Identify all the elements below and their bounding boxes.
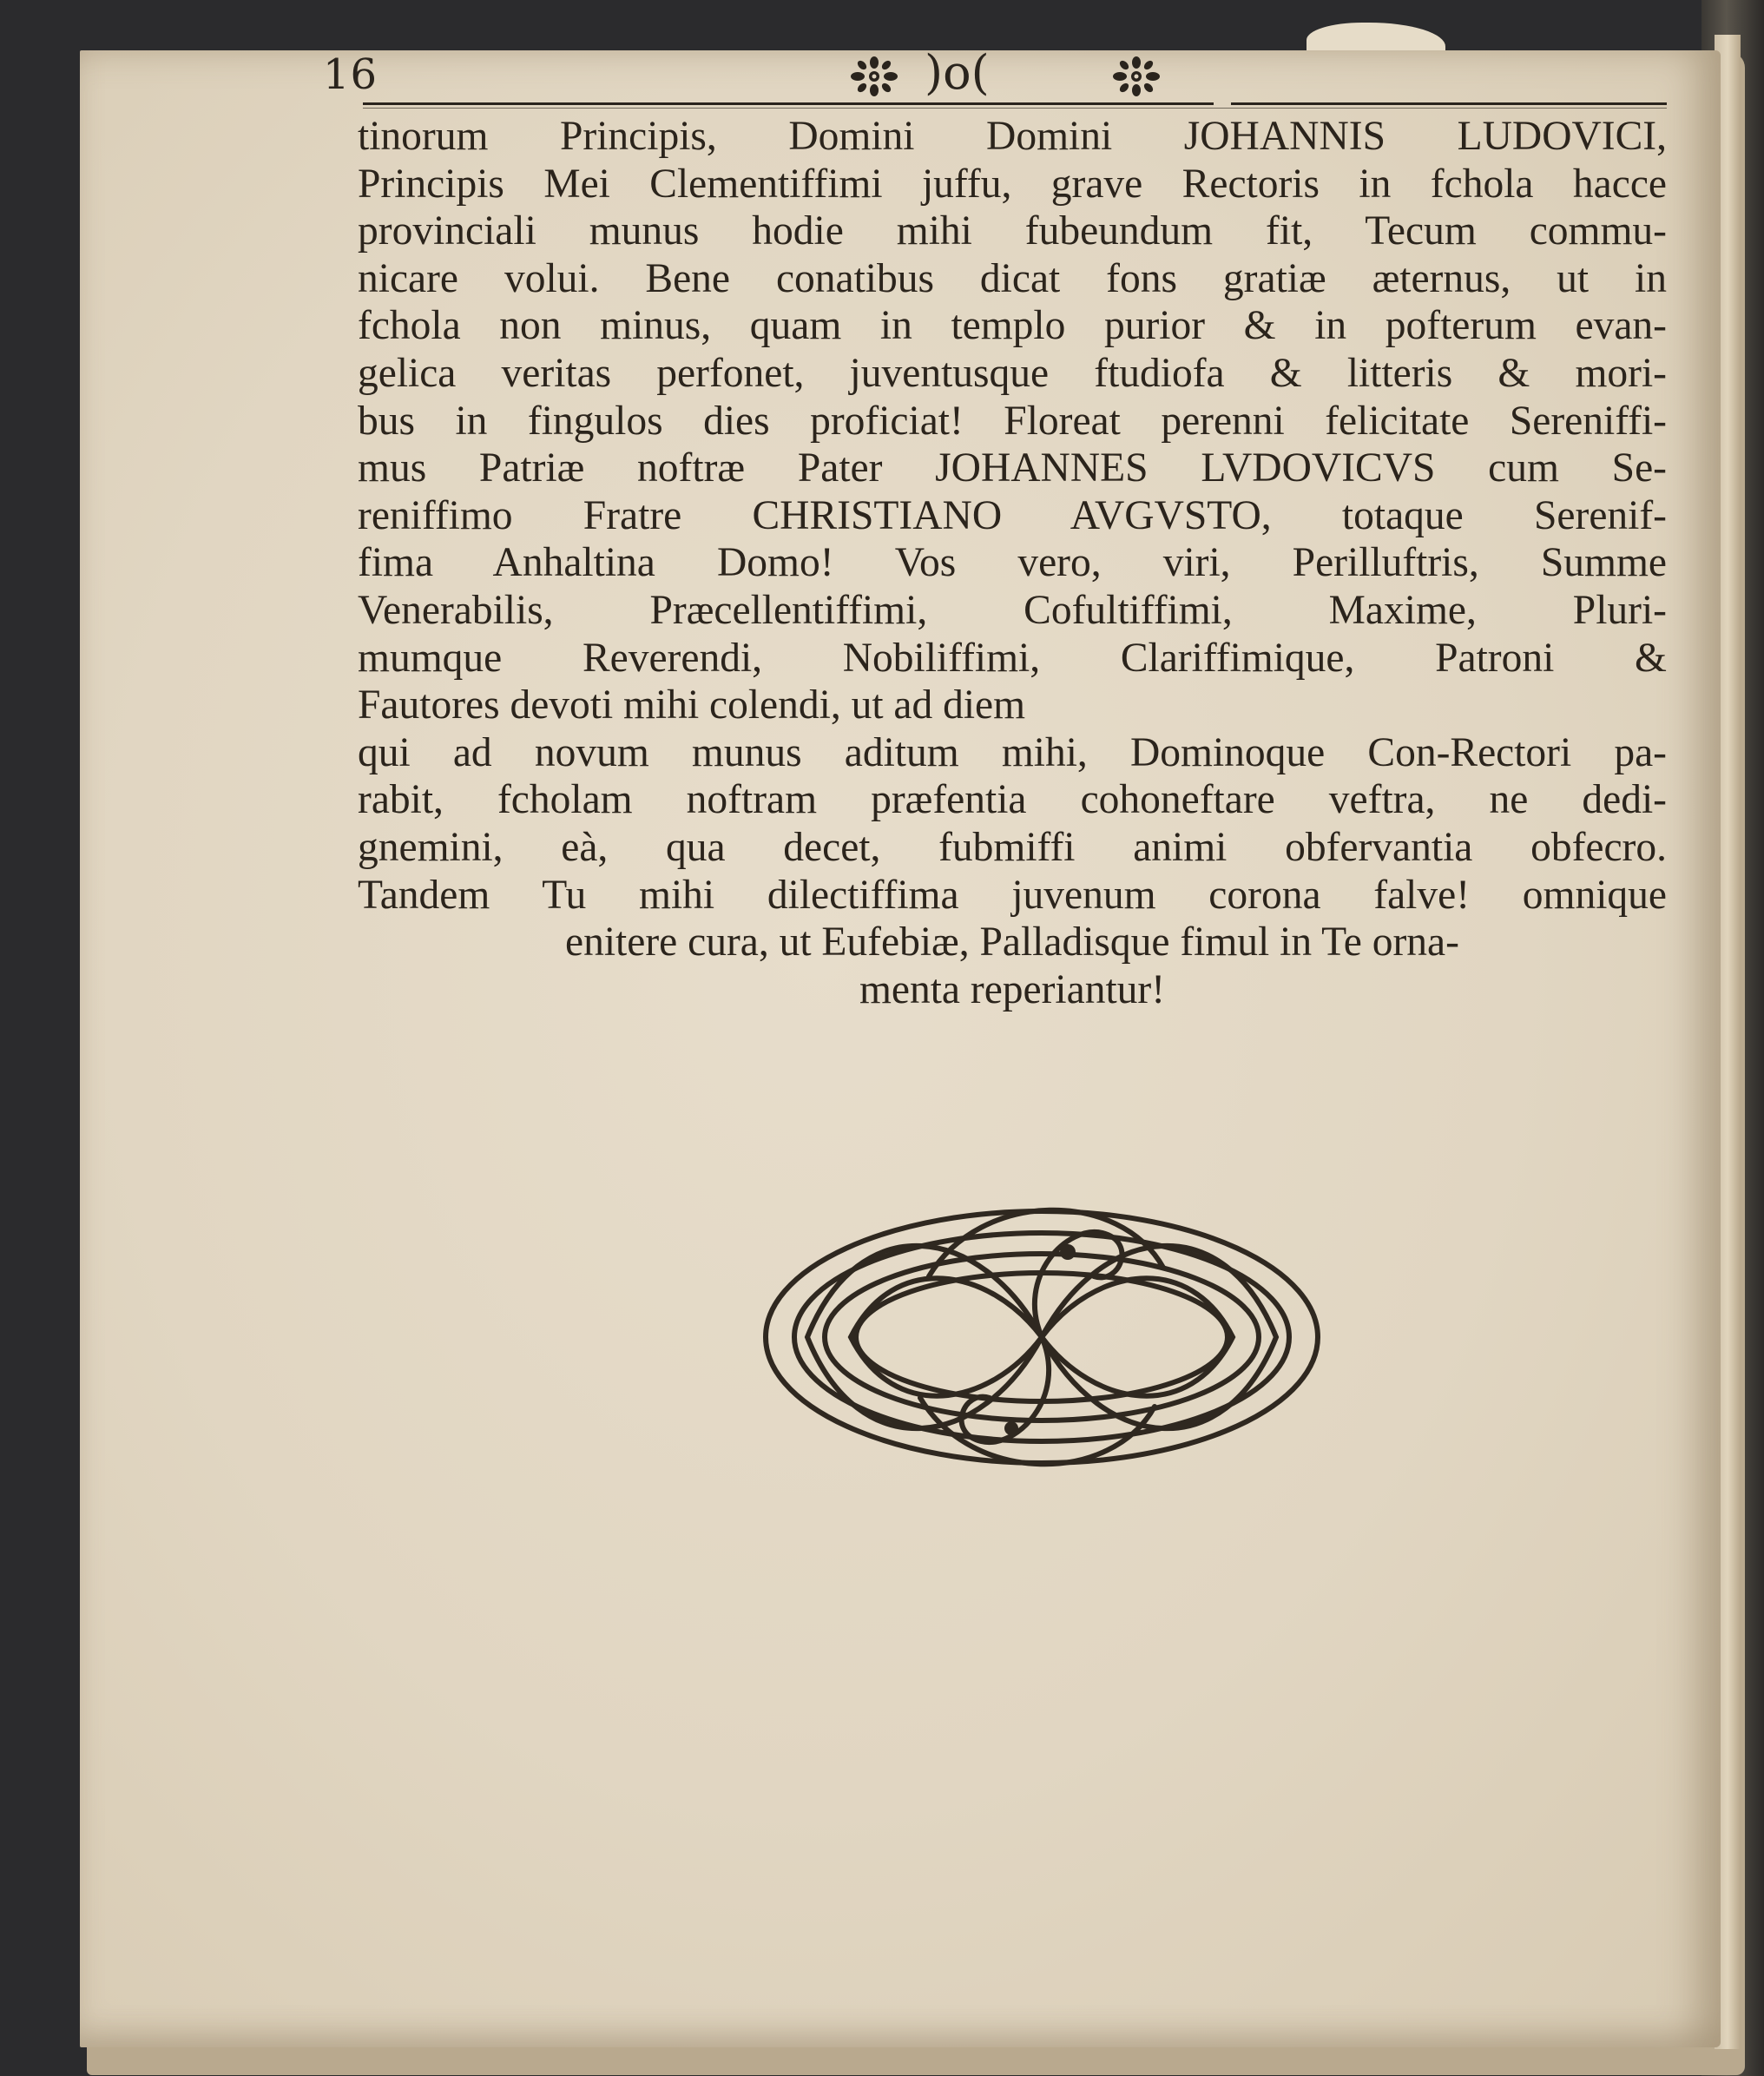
header-rule-left (363, 102, 1214, 105)
text-line: gelica veritas perfonet, juventusque ftudiofa & litteris & mori- (358, 350, 1667, 396)
text-line: rabit, fcholam noftram præfentia cohoneftare veftra, ne dedi- (358, 777, 1667, 823)
text-line: mus Patriæ noftræ Pater JOHANNES LVDOVICVS cum Se- (358, 445, 1667, 491)
header-center-mark: )o( (925, 45, 990, 100)
text-line: Tandem Tu mihi dilectiffima juvenum corona falve! omnique (358, 872, 1667, 918)
body-text (358, 113, 1667, 1013)
page-number: 16 (323, 50, 378, 99)
text-line: Fautores devoti mihi colendi, ut ad diem (358, 682, 1026, 728)
text-line: fchola non minus, quam in templo purior & in pofterum evan- (358, 303, 1667, 349)
text-line: bus in fingulos dies proficiat! Floreat perenni felicitate Sereniffi- (358, 398, 1667, 444)
text-line: enitere cura, ut Eufebiæ, Palladisque fimul in Te orna- (565, 919, 1459, 966)
text-line: tinorum Principis, Domini Domini JOHANNIS LUDOVICI, (358, 114, 1667, 159)
text-line: Venerabilis, Præcellentiffimi, Cofultiffimi, Maxime, Pluri- (358, 587, 1667, 633)
text-line: gnemini, eà, qua decet, fubmiffi animi obfervantia obfecro. (358, 824, 1667, 870)
text-line: mumque Reverendi, Nobiliffimi, Clariffimique, Patroni & (358, 635, 1667, 681)
text-line: Principis Mei Clementiffimi juffu, grave Rectoris in fchola hacce (358, 161, 1667, 207)
text-line: fima Anhaltina Domo! Vos vero, viri, Perilluftris, Summe (358, 540, 1667, 586)
text-line: nicare volui. Bene conatibus dicat fons gratiæ æternus, ut in (358, 255, 1667, 301)
header-rule-right (1231, 102, 1667, 105)
text-line: provinciali munus hodie mihi fubeundum fit, Tecum commu- (358, 208, 1667, 254)
text-line: reniffimo Fratre CHRISTIANO AVGVSTO, totaque Serenif- (358, 492, 1667, 538)
text-line: menta reperiantur! (859, 966, 1166, 1012)
flower-ornament-icon (1111, 56, 1162, 97)
flower-ornament-icon (849, 56, 899, 97)
text-line: qui ad novum munus aditum mihi, Dominoque Con-Rectori pa- (358, 729, 1667, 775)
calligraphic-flourish-icon (755, 1172, 1328, 1502)
header-rule-thin (363, 108, 1667, 109)
